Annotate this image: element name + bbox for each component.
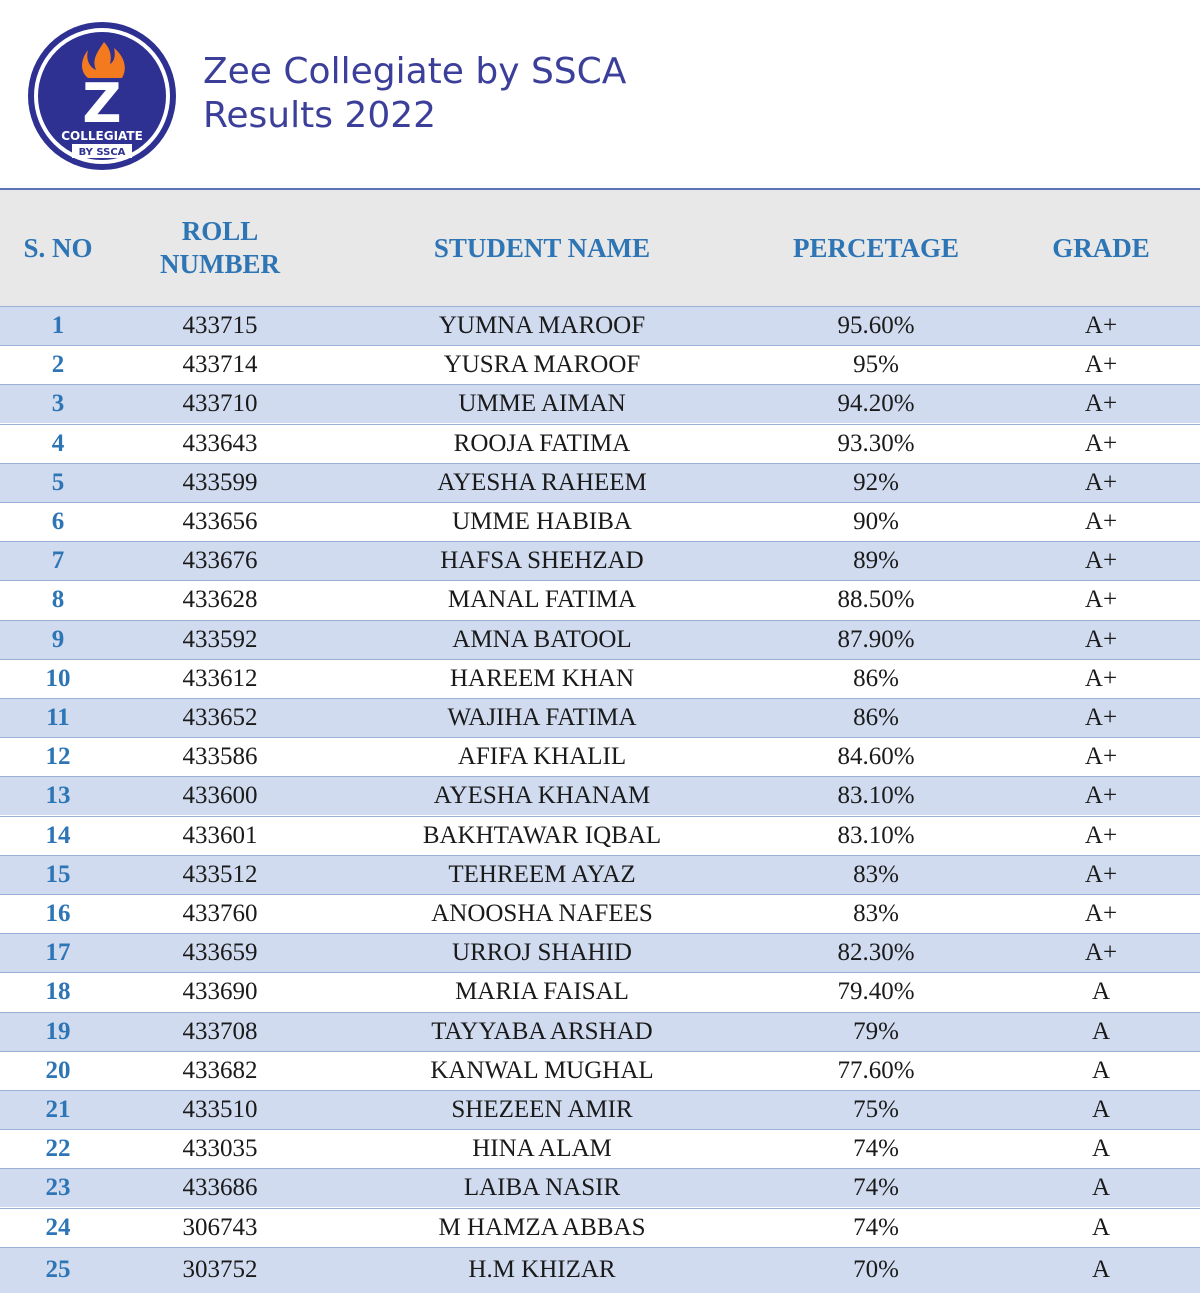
table-header [0, 190, 1200, 306]
serial-number-cell: 16 [45, 900, 71, 927]
percentage-cell: 87.90% [837, 625, 915, 653]
roll-number-cell: 433760 [182, 900, 258, 927]
roll-number-cell: 433599 [182, 468, 258, 496]
percentage-cell: 95% [853, 351, 899, 379]
grade-cell: A+ [1084, 900, 1118, 927]
serial-number-cell: 13 [45, 782, 71, 810]
roll-number-cell: 433710 [182, 390, 258, 418]
student-name-cell: URROJ SHAHID [452, 939, 632, 967]
percentage-cell: 86% [853, 664, 899, 692]
student-name-cell: YUSRA MAROOF [443, 351, 641, 379]
grade-cell: A+ [1084, 939, 1118, 967]
table-row [0, 1247, 1200, 1293]
serial-number-cell: 11 [46, 704, 70, 731]
table-row [0, 776, 1200, 815]
serial-number-cell: 6 [51, 508, 65, 535]
table-row [0, 1090, 1200, 1129]
percentage-cell: 90% [853, 508, 899, 535]
percentage-cell: 79.40% [837, 978, 915, 1006]
table-row [0, 816, 1200, 855]
percentage-cell: 77.60% [837, 1056, 915, 1084]
grade-cell: A+ [1084, 351, 1118, 379]
student-name-cell: ROOJA FATIMA [453, 429, 631, 457]
table-row [0, 1129, 1200, 1168]
grade-cell: A+ [1084, 312, 1118, 339]
roll-number-cell: 303752 [182, 1256, 258, 1284]
collegiate-logo [26, 20, 178, 172]
serial-number-cell: 12 [45, 743, 71, 771]
serial-number-cell: 1 [51, 312, 65, 339]
grade-cell: A [1091, 1017, 1111, 1045]
student-name-cell: BAKHTAWAR IQBAL [422, 821, 662, 849]
student-name-cell: LAIBA NASIR [463, 1174, 621, 1202]
roll-number-cell: 433600 [182, 782, 258, 810]
percentage-cell: 83.10% [837, 782, 915, 810]
serial-number-cell: 22 [45, 1135, 71, 1163]
roll-number-cell: 433686 [182, 1174, 258, 1202]
serial-number-cell: 14 [45, 821, 71, 849]
student-name-cell: MARIA FAISAL [455, 978, 629, 1006]
table-row [0, 894, 1200, 933]
grade-cell: A+ [1084, 468, 1118, 496]
table-row [0, 541, 1200, 580]
student-name-cell: YUMNA MAROOF [438, 312, 646, 339]
percentage-cell: 74% [853, 1135, 899, 1163]
serial-number-cell: 9 [51, 625, 65, 653]
grade-cell: A+ [1084, 704, 1118, 731]
grade-cell: A+ [1084, 625, 1118, 653]
percentage-cell: 83% [853, 860, 899, 888]
table-row [0, 502, 1200, 541]
serial-number-cell: 20 [45, 1056, 71, 1084]
percentage-cell: 74% [853, 1213, 899, 1241]
roll-number-cell: 306743 [182, 1213, 258, 1241]
serial-number-cell: 10 [45, 664, 71, 692]
student-name-cell: WAJIHA FATIMA [447, 704, 637, 731]
serial-number-cell: 2 [51, 351, 65, 379]
grade-cell: A+ [1084, 508, 1118, 535]
serial-number-cell: 4 [51, 429, 65, 457]
percentage-cell: 86% [853, 704, 899, 731]
roll-number-cell: 433510 [182, 1096, 258, 1123]
student-name-cell: M HAMZA ABBAS [438, 1213, 646, 1241]
roll-number-cell: 433628 [182, 586, 258, 614]
student-name-cell: H.M KHIZAR [468, 1256, 616, 1284]
grade-cell: A+ [1084, 743, 1118, 771]
grade-cell: A+ [1084, 821, 1118, 849]
student-name-cell: AYESHA RAHEEM [437, 468, 647, 496]
student-name-cell: AMNA BATOOL [452, 625, 632, 653]
page-title [203, 50, 626, 138]
grade-cell: A+ [1084, 390, 1118, 418]
results-table-body [0, 306, 1200, 1296]
serial-number-cell: 21 [45, 1096, 71, 1123]
student-name-cell: AYESHA KHANAM [433, 782, 651, 810]
col-header-sno: S. NO [23, 232, 93, 263]
grade-cell: A+ [1084, 547, 1118, 575]
table-row [0, 1051, 1200, 1090]
table-row [0, 620, 1200, 659]
roll-number-cell: 433708 [182, 1017, 258, 1045]
student-name-cell: HAREEM KHAN [449, 664, 635, 692]
roll-number-cell: 433601 [182, 821, 258, 849]
roll-number-cell: 433676 [182, 547, 258, 575]
percentage-cell: 79% [853, 1017, 899, 1045]
percentage-cell: 83.10% [837, 821, 915, 849]
grade-cell: A [1091, 1135, 1111, 1163]
title-line-2: Results 2022 [203, 95, 437, 136]
col-header-grade: GRADE [1052, 232, 1150, 263]
title-line-1: Zee Collegiate by SSCA [203, 51, 627, 92]
student-name-cell: TAYYABA ARSHAD [431, 1017, 653, 1045]
table-row [0, 933, 1200, 972]
table-row [0, 1168, 1200, 1207]
table-row [0, 737, 1200, 776]
page-header [0, 0, 1200, 188]
table-row [0, 580, 1200, 619]
grade-cell: A [1091, 1256, 1111, 1284]
roll-number-cell: 433643 [182, 429, 258, 457]
serial-number-cell: 8 [51, 586, 65, 614]
grade-cell: A [1091, 1174, 1111, 1202]
roll-number-cell: 433652 [182, 704, 258, 731]
grade-cell: A [1091, 1096, 1111, 1123]
grade-cell: A+ [1084, 429, 1118, 457]
student-name-cell: AFIFA KHALIL [457, 743, 627, 771]
roll-number-cell: 433682 [182, 1056, 258, 1084]
serial-number-cell: 15 [45, 860, 71, 888]
student-name-cell: SHEZEEN AMIR [451, 1096, 633, 1123]
serial-number-cell: 19 [45, 1017, 71, 1045]
grade-cell: A [1091, 1056, 1111, 1084]
table-row [0, 1208, 1200, 1247]
roll-number-cell: 433656 [182, 508, 258, 535]
student-name-cell: UMME AIMAN [458, 390, 626, 418]
student-name-cell: TEHREEM AYAZ [448, 860, 636, 888]
serial-number-cell: 24 [45, 1213, 71, 1241]
grade-cell: A+ [1084, 664, 1118, 692]
table-row [0, 698, 1200, 737]
serial-number-cell: 7 [51, 547, 65, 575]
percentage-cell: 89% [853, 547, 899, 575]
percentage-cell: 74% [853, 1174, 899, 1202]
percentage-cell: 92% [853, 468, 899, 496]
table-row [0, 306, 1200, 345]
grade-cell: A+ [1084, 782, 1118, 810]
percentage-cell: 83% [853, 900, 899, 927]
col-header-name: STUDENT NAME [433, 232, 651, 263]
table-row [0, 855, 1200, 894]
grade-cell: A [1091, 978, 1111, 1006]
serial-number-cell: 5 [51, 468, 65, 496]
student-name-cell: HAFSA SHEHZAD [440, 547, 644, 575]
student-name-cell: MANAL FATIMA [447, 586, 637, 614]
roll-number-cell: 433512 [182, 860, 258, 888]
student-name-cell: HINA ALAM [472, 1135, 612, 1163]
table-row [0, 1012, 1200, 1051]
percentage-cell: 88.50% [837, 586, 915, 614]
table-row [0, 659, 1200, 698]
student-name-cell: ANOOSHA NAFEES [431, 900, 653, 927]
roll-number-cell: 433035 [182, 1135, 258, 1163]
percentage-cell: 95.60% [837, 312, 915, 339]
table-row [0, 972, 1200, 1011]
roll-number-cell: 433659 [182, 939, 258, 967]
serial-number-cell: 17 [45, 939, 71, 967]
roll-number-cell: 433714 [182, 351, 258, 379]
col-header-percentage: PERCETAGE [792, 232, 960, 263]
roll-number-cell: 433586 [182, 743, 258, 771]
percentage-cell: 82.30% [837, 939, 915, 967]
grade-cell: A+ [1084, 586, 1118, 614]
student-name-cell: KANWAL MUGHAL [430, 1056, 654, 1084]
logo-line1: COLLEGIATE [61, 129, 143, 143]
serial-number-cell: 3 [51, 390, 65, 418]
col-header-roll-label: ROLL NUMBER [160, 216, 280, 279]
table-row [0, 384, 1200, 423]
table-row [0, 345, 1200, 384]
percentage-cell: 70% [853, 1256, 899, 1284]
logo-line2: BY SSCA [78, 147, 126, 158]
percentage-cell: 84.60% [837, 743, 915, 771]
serial-number-cell: 18 [45, 978, 71, 1006]
student-name-cell: UMME HABIBA [452, 508, 632, 535]
serial-number-cell: 23 [45, 1174, 71, 1202]
roll-number-cell: 433592 [182, 625, 258, 653]
roll-number-cell: 433612 [182, 664, 258, 692]
percentage-cell: 75% [853, 1096, 899, 1123]
logo-letter: Z [82, 72, 122, 135]
grade-cell: A [1091, 1213, 1111, 1241]
roll-number-cell: 433690 [182, 978, 258, 1006]
percentage-cell: 93.30% [837, 429, 915, 457]
serial-number-cell: 25 [45, 1256, 71, 1284]
col-header-roll [120, 190, 320, 306]
table-row [0, 463, 1200, 502]
table-row [0, 424, 1200, 463]
percentage-cell: 94.20% [837, 390, 915, 418]
grade-cell: A+ [1084, 860, 1118, 888]
roll-number-cell: 433715 [182, 312, 258, 339]
